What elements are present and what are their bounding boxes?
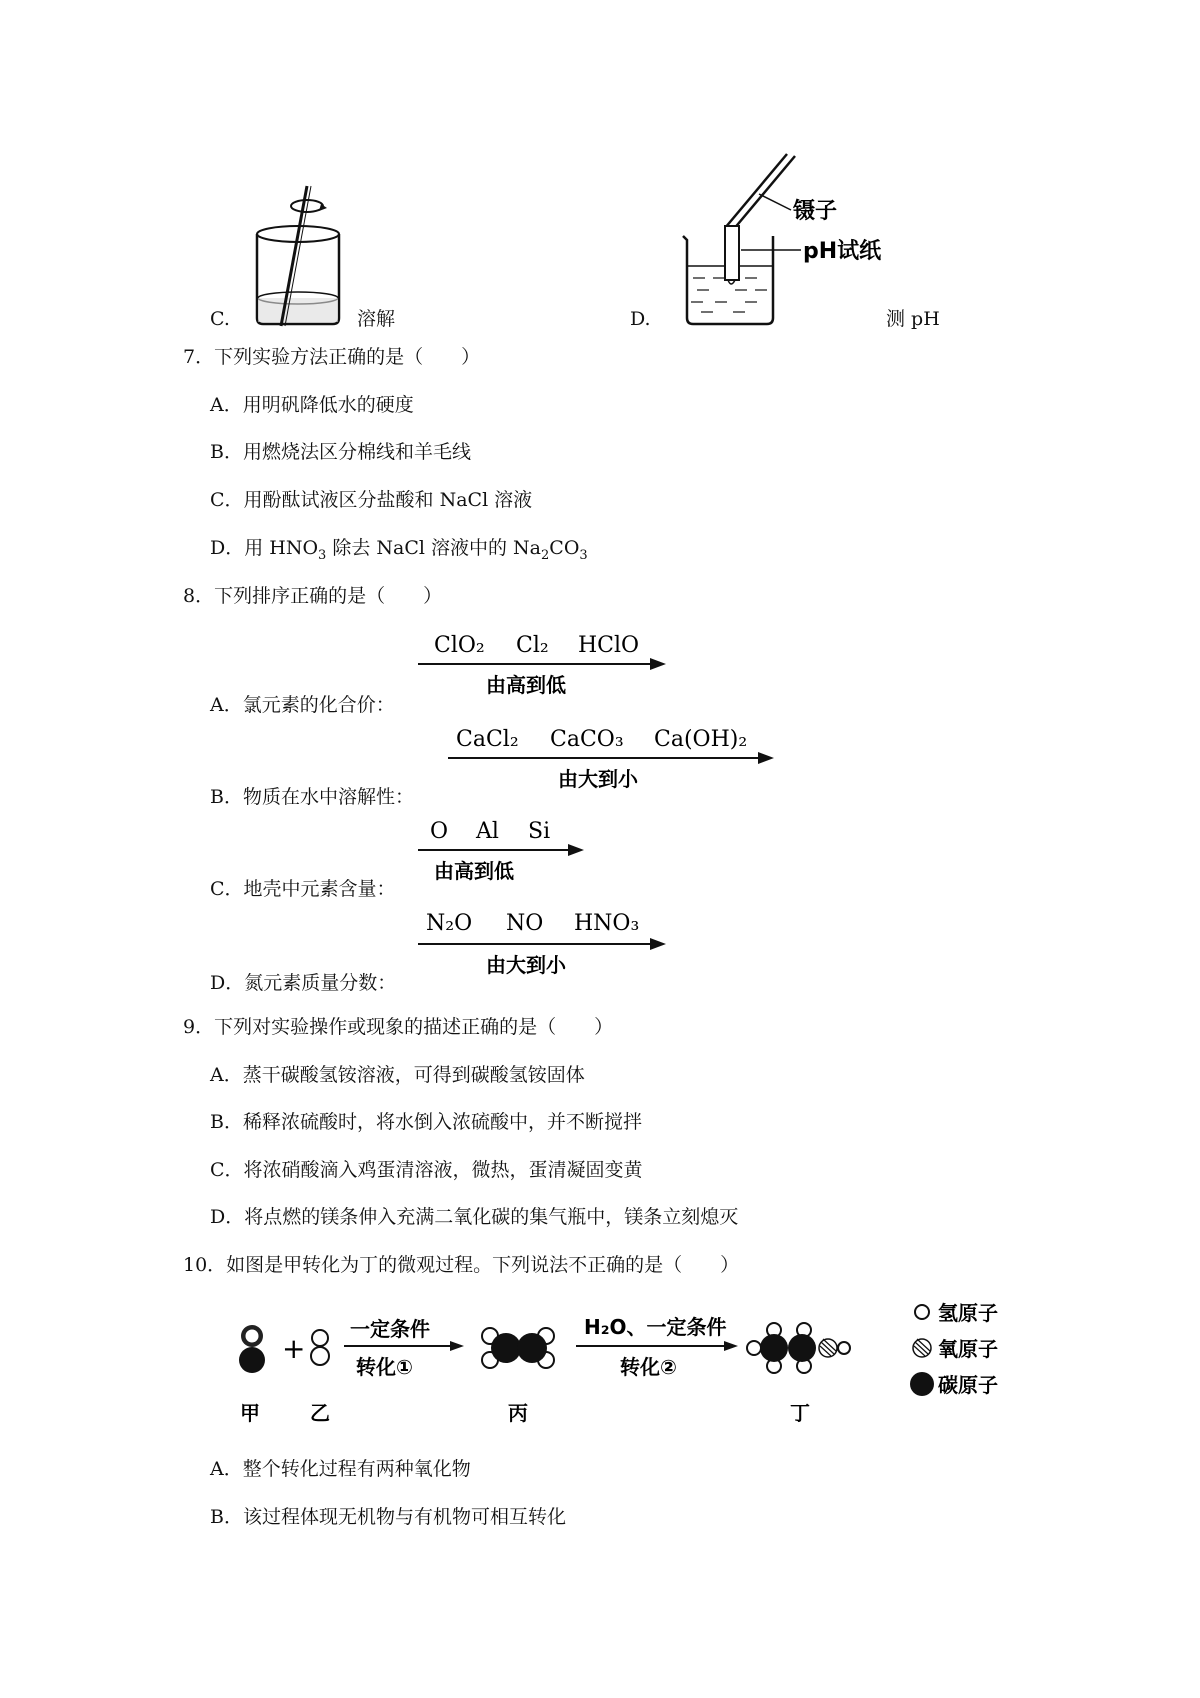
- legend-carbon: 碳原子: [938, 1373, 998, 1397]
- q8-b-order: 由大到小: [558, 767, 638, 791]
- name-yi: 乙: [310, 1401, 330, 1425]
- q8-c-item-2: Al: [476, 819, 499, 844]
- q7-d-text-1: D．用 HNO: [210, 537, 319, 559]
- q8-option-a-label: A．氯元素的化合价：: [210, 694, 395, 716]
- q8-option-d-label: D．氮元素质量分数：: [210, 972, 397, 994]
- arrow1-condition: 一定条件: [350, 1317, 430, 1341]
- q8-b-order-arrow: [440, 716, 780, 796]
- micro-process-diagram: [212, 1292, 1052, 1432]
- q8-a-item-2: Cl₂: [516, 633, 549, 658]
- q8-b-item-1: CaCl₂: [456, 727, 519, 752]
- q9-option-a: A．蒸干碳酸氢铵溶液，可得到碳酸氢铵固体: [210, 1064, 585, 1086]
- q7-stem: 7．下列实验方法正确的是（ ）: [183, 346, 481, 368]
- q6-option-c-letter: C.: [210, 308, 230, 330]
- molecule-yi: [311, 1330, 329, 1365]
- legend-hydrogen: 氢原子: [938, 1301, 998, 1325]
- q8-c-item-3: Si: [528, 819, 551, 844]
- q8-b-item-3: Ca(OH)₂: [654, 727, 748, 752]
- q7-option-b: B．用燃烧法区分棉线和羊毛线: [210, 441, 471, 463]
- dissolve-beaker-figure: [245, 178, 365, 328]
- molecule-ding: [747, 1323, 850, 1373]
- q8-a-item-3: HClO: [578, 633, 640, 658]
- q8-a-item-1: ClO₂: [434, 633, 485, 658]
- q7-d-text-3: CO: [549, 537, 580, 559]
- q8-d-item-3: HNO₃: [574, 911, 640, 936]
- q9-stem: 9．下列对实验操作或现象的描述正确的是（ ）: [183, 1016, 614, 1038]
- q6-option-d-label: 测 pH: [886, 308, 940, 330]
- arrow2-condition: H₂O、一定条件: [584, 1315, 727, 1339]
- q8-option-c-label: C．地壳中元素含量：: [210, 878, 396, 900]
- q8-a-order-arrow: [410, 622, 670, 702]
- q10-option-b: B．该过程体现无机物与有机物可相互转化: [210, 1506, 566, 1528]
- q9-option-b: B．稀释浓硫酸时，将水倒入浓硫酸中，并不断搅拌: [210, 1111, 642, 1133]
- ph-paper-label: pH试纸: [803, 239, 882, 264]
- q8-c-order-arrow: [410, 808, 590, 888]
- q7-d-sub-1: 3: [318, 547, 327, 563]
- plus-sign: +: [282, 1332, 306, 1365]
- arrow2-step: 转化②: [620, 1355, 677, 1379]
- legend: [910, 1301, 998, 1397]
- q8-d-order-arrow: [410, 900, 670, 980]
- q8-a-order: 由高到低: [486, 673, 566, 697]
- q8-c-item-1: O: [430, 819, 449, 844]
- molecule-jia: [239, 1325, 265, 1373]
- molecule-bing: [482, 1328, 554, 1368]
- q9-option-c: C．将浓硝酸滴入鸡蛋清溶液，微热，蛋清凝固变黄: [210, 1159, 643, 1181]
- q8-stem: 8．下列排序正确的是（ ）: [183, 585, 443, 607]
- q8-d-item-2: NO: [506, 911, 544, 936]
- q8-option-b-label: B．物质在水中溶解性：: [210, 786, 414, 808]
- name-ding: 丁: [790, 1401, 810, 1425]
- q8-b-item-2: CaCO₃: [550, 727, 624, 752]
- q8-c-order: 由高到低: [434, 859, 514, 883]
- q7-option-a: A．用明矾降低水的硬度: [210, 394, 414, 416]
- q7-d-sub-3: 3: [579, 547, 588, 563]
- name-jia: 甲: [240, 1401, 260, 1425]
- q8-d-order: 由大到小: [486, 953, 566, 977]
- arrow1-step: 转化①: [356, 1355, 413, 1379]
- legend-oxygen: 氧原子: [938, 1337, 998, 1361]
- tweezers-label: 镊子: [793, 199, 838, 224]
- name-bing: 丙: [508, 1401, 528, 1425]
- q7-d-sub-2: 2: [541, 547, 550, 563]
- q8-d-item-1: N₂O: [426, 911, 473, 936]
- ph-test-beaker-figure: [675, 148, 895, 338]
- q9-option-d: D．将点燃的镁条伸入充满二氧化碳的集气瓶中，镁条立刻熄灭: [210, 1206, 739, 1228]
- q7-option-d: [210, 539, 588, 562]
- q6-option-c-label: 溶解: [357, 308, 396, 330]
- q7-d-text-2: 除去 NaCl 溶液中的 Na: [326, 537, 542, 559]
- q10-stem: 10．如图是甲转化为丁的微观过程。下列说法不正确的是（ ）: [183, 1254, 740, 1276]
- q10-option-a: A．整个转化过程有两种氧化物: [210, 1458, 471, 1480]
- q7-option-c: C．用酚酞试液区分盐酸和 NaCl 溶液: [210, 489, 533, 511]
- q6-option-d-letter: D.: [630, 308, 651, 330]
